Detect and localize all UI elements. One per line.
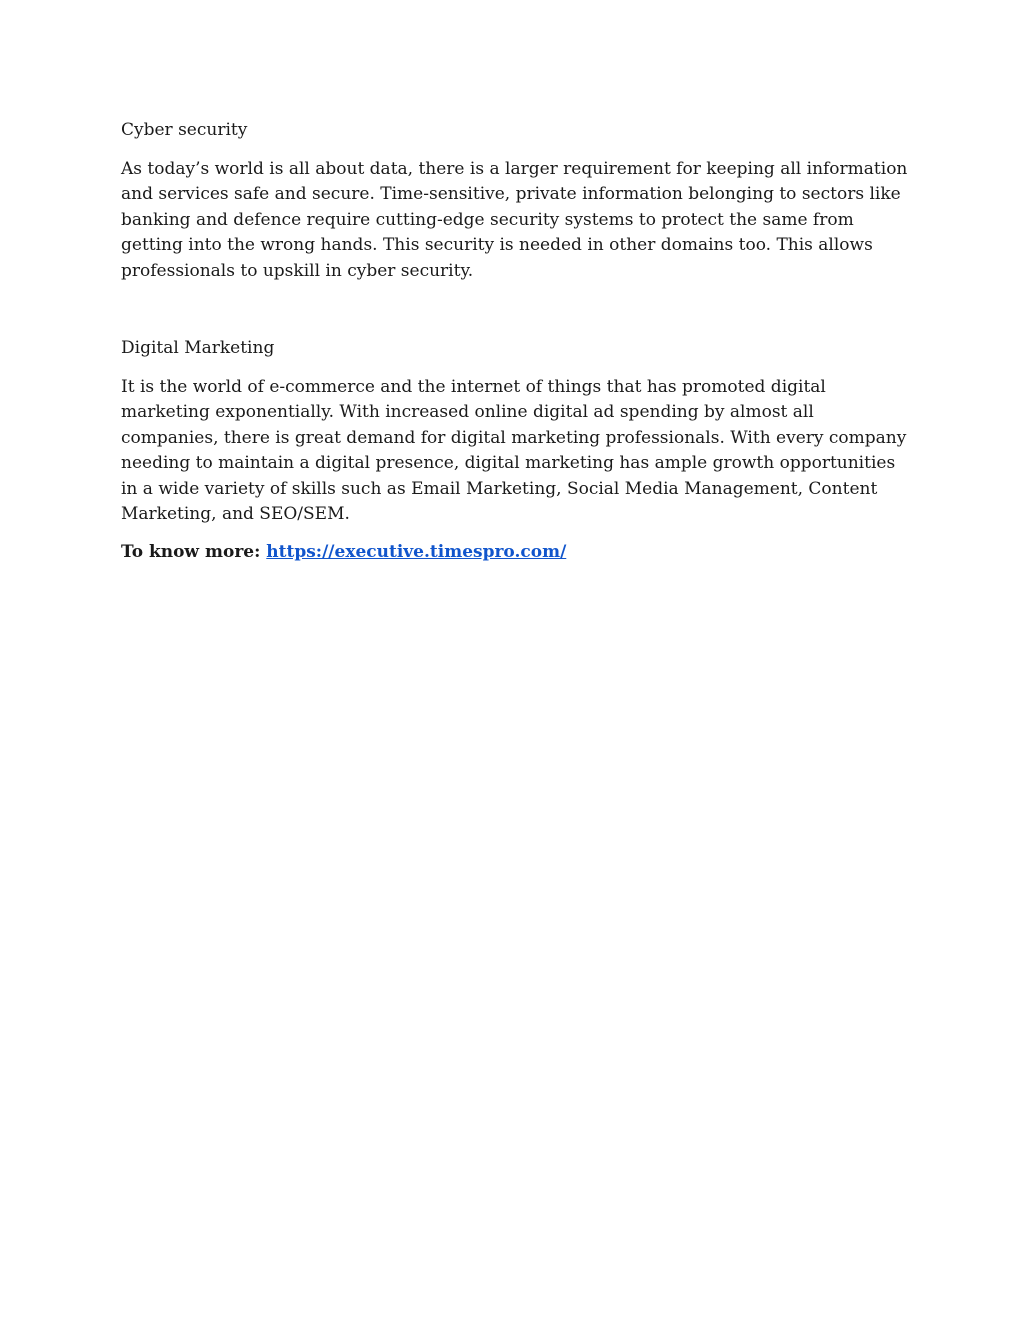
section-body-digital-marketing: It is the world of e-commerce and the internet of things that has promoted digital marketing exponentially. With increased online digital ad spending by almost all companies, there is great demand for digital marketing professionals. With every company needing to maintain a digital presence, digital marketing has ample growth opportunities in a wide variety of skills such as Email Marketing, Social Media Management, Content Marketing, and SEO/SEM. bbox=[121, 377, 907, 525]
section-heading-digital-marketing: Digital Marketing bbox=[121, 338, 275, 359]
section-body-cyber-security: As today’s world is all about data, there is a larger requirement for keeping all information and services safe and secure. Time-sensitive, private information belonging to sectors like banking and defence require cutting-edge security systems to protect the same from getting into the wrong hands. This security is needed in other domains too. This allows professionals to upskill in cyber security. bbox=[121, 159, 908, 281]
know-more-label: To know more: bbox=[121, 542, 267, 563]
timespro-link[interactable]: https://executive.timespro.com/ bbox=[266, 542, 567, 563]
section-spacer bbox=[121, 284, 911, 336]
section-heading-cyber-security: Cyber security bbox=[121, 120, 248, 140]
document-page bbox=[121, 118, 911, 565]
know-more-line bbox=[121, 540, 911, 565]
